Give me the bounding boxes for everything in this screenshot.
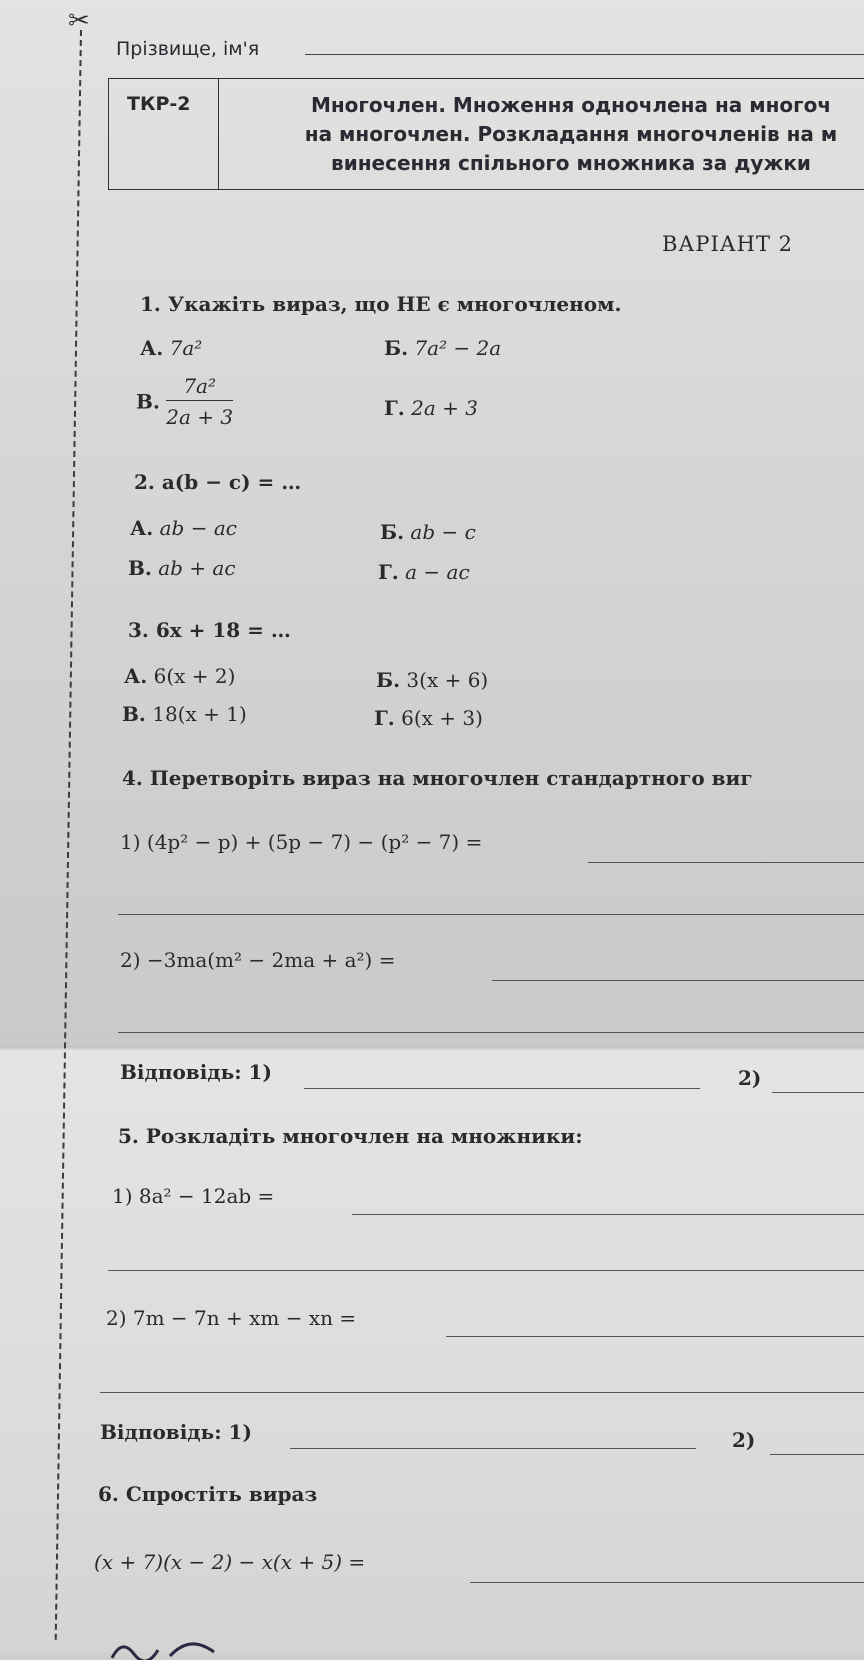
q5-item-1-work-line[interactable] [108,1270,864,1271]
q1-option-a[interactable] [140,336,202,360]
name-field-line[interactable] [305,54,864,55]
header-box [108,78,864,190]
test-code: ТКР-2 [109,79,219,189]
q3-option-b[interactable] [376,668,488,692]
option-label: Г. [384,396,405,420]
q6-item-1: (x + 7)(x − 2) − x(x + 5) = [94,1550,366,1574]
option-label: Г. [374,706,395,730]
paper-fold [0,1046,864,1052]
q5-answer-1-line[interactable] [290,1448,696,1449]
q2-option-b[interactable] [380,520,476,544]
scissors-icon: ✂ [68,6,90,36]
q4-item-2-work-line[interactable] [118,1032,864,1033]
option-label: В. [136,389,160,414]
question-6: 6. Спростіть вираз [98,1482,318,1506]
option-expr: 6(x + 3) [401,706,483,730]
name-label: Прізвище, ім'я [116,38,260,60]
title-line-1: Многочлен. Множення одночлена на многоч [310,93,832,117]
q1-option-b[interactable] [384,336,501,360]
q4-item-2: 2) −3ma(m² − 2ma + a²) = [120,948,396,972]
q4-answer-2-label: 2) [738,1066,762,1090]
q6-answer-line[interactable] [470,1582,864,1583]
q4-answer-2-line[interactable] [772,1092,864,1093]
question-5: 5. Розкладіть многочлен на множники: [118,1124,583,1148]
option-label: В. [128,556,152,580]
q2-option-c[interactable] [128,556,236,580]
q4-item-1: 1) (4p² − p) + (5p − 7) − (p² − 7) = [120,830,483,854]
q1-option-c[interactable] [136,374,233,429]
option-label: А. [140,336,164,360]
option-label: Б. [380,520,405,544]
option-label: А. [124,664,148,688]
q5-item-2-answer-line[interactable] [446,1336,864,1337]
q3-option-d[interactable] [374,706,483,730]
option-expr: ab − c [410,520,476,544]
q3-option-a[interactable] [124,664,235,688]
option-label: Г. [378,560,399,584]
q2-option-d[interactable] [378,560,470,584]
fraction [166,374,233,429]
q4-item-1-work-line[interactable] [118,914,864,915]
q3-option-c[interactable] [122,702,247,726]
test-title [221,91,864,178]
question-2: 2. a(b − c) = … [134,470,302,494]
option-expr: 6(x + 2) [153,664,236,688]
option-expr: ab − ac [159,516,237,540]
q4-item-2-answer-line[interactable] [492,980,864,981]
q5-item-1-answer-line[interactable] [352,1214,864,1215]
title-line-2: на многочлен. Розкладання многочленів на м [304,122,838,146]
fraction-denominator: 2a + 3 [166,405,234,429]
question-3: 3. 6x + 18 = … [128,618,291,642]
question-1: 1. Укажіть вираз, що НЕ є многочленом. [140,292,622,316]
title-line-3: винесення спільного множника за дужки [331,151,811,175]
question-4: 4. Перетворіть вираз на многочлен стандартного виг [122,766,753,790]
q2-option-a[interactable] [130,516,237,540]
option-expr: ab + ac [158,556,236,580]
q1-option-d[interactable] [384,396,478,420]
option-label: В. [122,702,146,726]
q4-answer-label: Відповідь: 1) [120,1060,272,1084]
variant-title: ВАРІАНТ 2 [662,232,794,256]
q5-answer-label: Відповідь: 1) [100,1420,252,1444]
q4-item-1-answer-line[interactable] [588,862,864,863]
q4-answer-1-line[interactable] [304,1088,700,1089]
q5-item-2: 2) 7m − 7n + xm − xn = [106,1306,357,1330]
fraction-numerator: 7a² [166,374,233,401]
q5-item-2-work-line[interactable] [100,1392,864,1393]
option-expr: 7a² [169,336,203,360]
option-expr: 2a + 3 [411,396,478,420]
option-expr: 3(x + 6) [406,668,489,692]
option-label: Б. [376,668,401,692]
option-expr: 7a² − 2a [414,336,502,360]
q5-item-1: 1) 8a² − 12ab = [112,1184,275,1208]
option-label: А. [130,516,154,540]
option-label: Б. [384,336,409,360]
q5-answer-2-label: 2) [732,1428,756,1452]
option-expr: a − ac [405,560,470,584]
option-expr: 18(x + 1) [152,702,247,726]
handwriting-scribble [110,1630,310,1660]
q5-answer-2-line[interactable] [770,1454,864,1455]
